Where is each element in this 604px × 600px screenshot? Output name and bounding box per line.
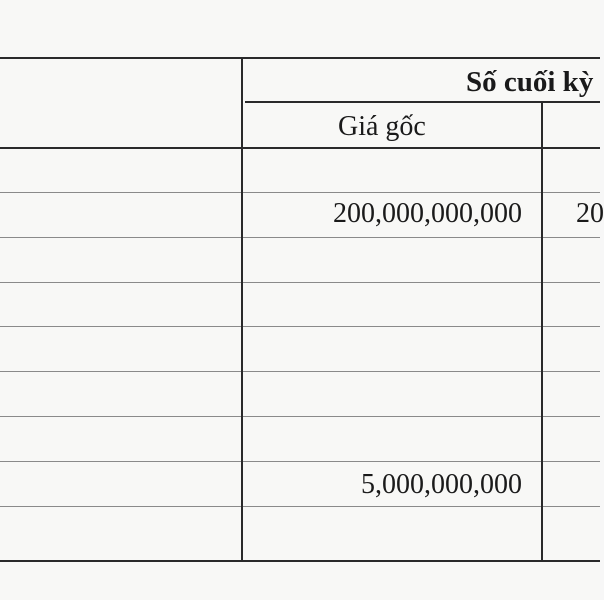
column-divider-right	[541, 101, 543, 562]
table-top-border	[0, 57, 600, 59]
row-divider	[0, 416, 600, 417]
row-divider	[0, 371, 600, 372]
row-divider	[0, 192, 600, 193]
group-header-title: Số cuối kỳ	[466, 66, 594, 98]
cell-next-row-2: 20	[576, 198, 604, 229]
row-divider	[0, 237, 600, 238]
cell-cost-row-2: 200,000,000,000	[333, 198, 522, 229]
table-bottom-border	[0, 560, 600, 562]
row-divider	[0, 461, 600, 462]
group-header-divider	[245, 101, 600, 103]
row-divider	[0, 282, 600, 283]
header-bottom-border	[0, 147, 600, 149]
column-divider-left	[241, 57, 243, 562]
cell-cost-row-8: 5,000,000,000	[361, 469, 522, 500]
row-divider	[0, 506, 600, 507]
row-divider	[0, 326, 600, 327]
column-header-cost: Giá gốc	[338, 111, 426, 142]
